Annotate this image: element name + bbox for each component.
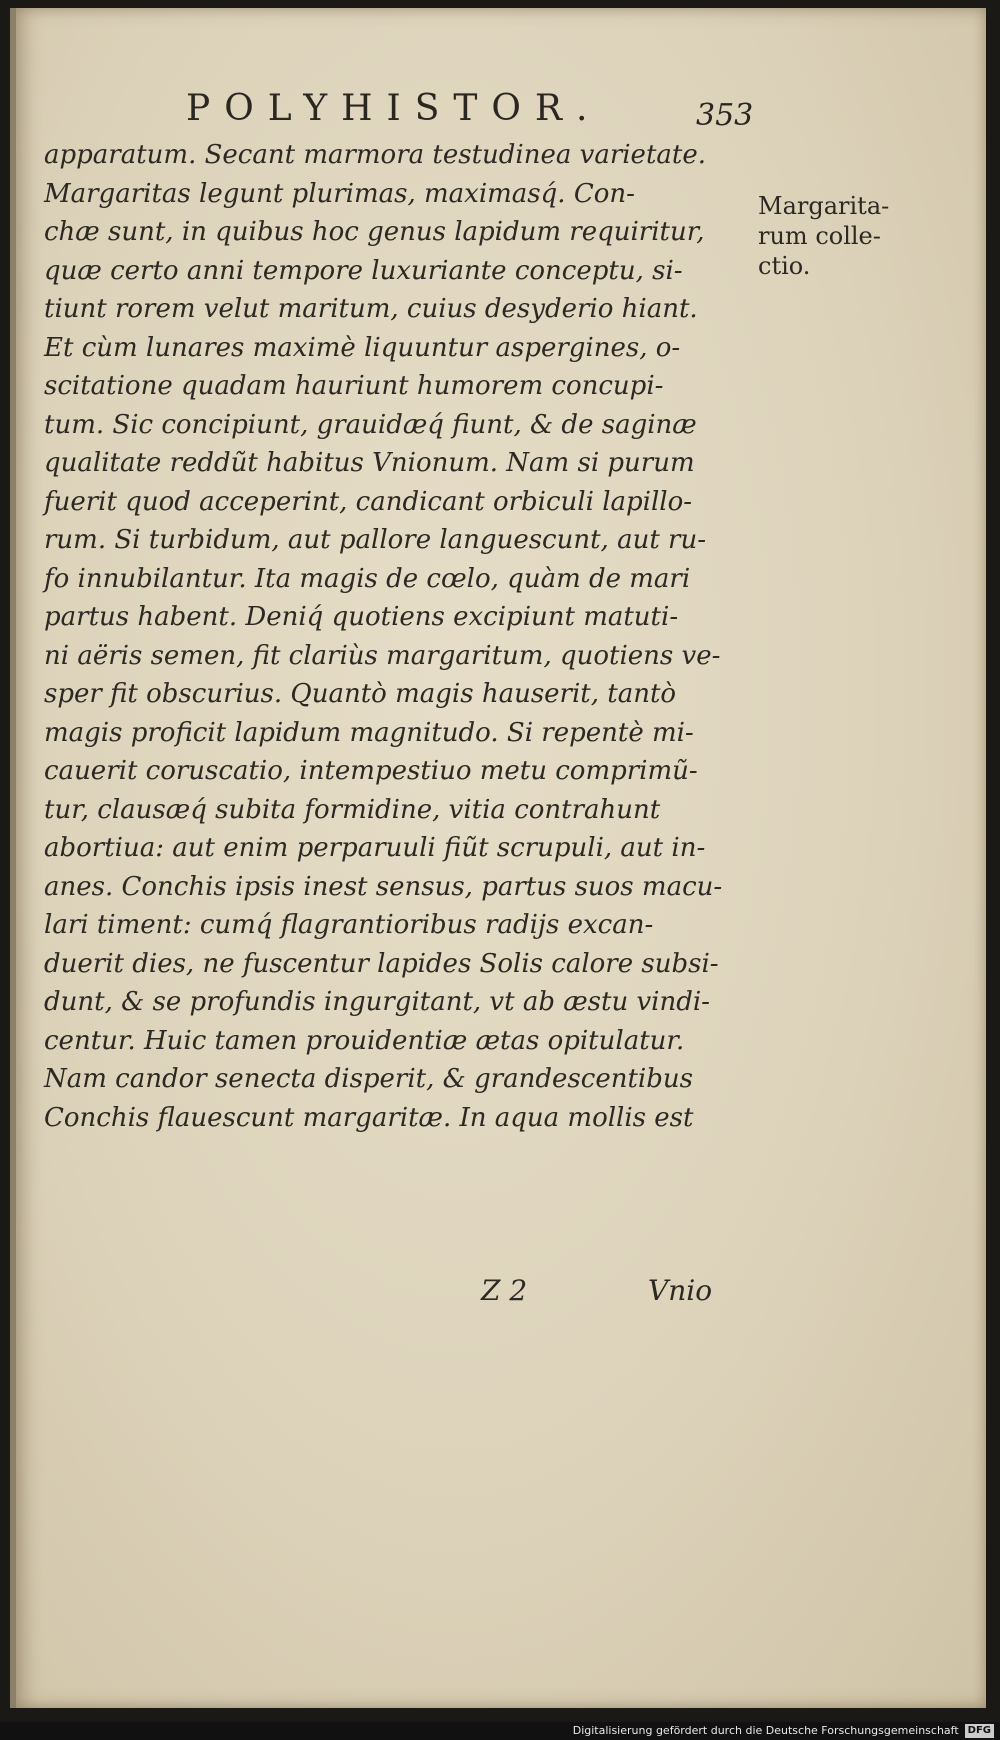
text-line: fuerit quod acceperint, candicant orbiculi lapillo-: [44, 486, 693, 517]
text-line: Margaritas legunt plurimas, maximasq́. Con-: [44, 178, 635, 209]
text-line: ni aëris semen, fit clariùs margaritum, quotiens ve-: [44, 640, 721, 671]
text-line: dunt, & se profundis ingurgitant, vt ab æstu vindi-: [44, 987, 710, 1017]
text-line: sper fit obscurius. Quantò magis hauserit, tantò: [44, 679, 677, 709]
text-line: rum. Si turbidum, aut pallore languescunt, aut ru-: [44, 525, 706, 555]
text-line: fo innubilantur. Ita magis de cœlo, quàm de mari: [44, 563, 691, 594]
text-line: cauerit coruscatio, intempestiuo metu comprimũ-: [44, 756, 698, 786]
text-line: Et cùm lunares maximè liquuntur aspergines, o-: [44, 332, 681, 363]
text-line: centur. Huic tamen prouidentiæ ætas opitulatur.: [44, 1025, 685, 1056]
footer-credit: Digitalisierung gefördert durch die Deutsche Forschungsgemeinschaft: [572, 1724, 959, 1737]
margin-note: [758, 191, 908, 281]
text-line: lari timent: cumq́ flagrantioribus radijs excan-: [44, 910, 654, 940]
margin-note-line: ctio.: [758, 252, 811, 280]
dfg-logo-icon: DFG: [965, 1724, 994, 1738]
running-title: POLYHISTOR.: [186, 88, 602, 129]
text-line: apparatum. Secant marmora testudinea varietate.: [44, 140, 706, 170]
digitization-footer: [0, 1722, 1000, 1740]
text-line: Conchis flauescunt margaritæ. In aqua mollis est: [44, 1102, 694, 1133]
catchword: Vnio: [648, 1274, 713, 1307]
text-line: chæ sunt, in quibus hoc genus lapidum requiritur,: [44, 217, 705, 247]
text-line: magis proficit lapidum magnitudo. Si repentè mi-: [44, 717, 694, 748]
text-line: tur, clausæq́ subita formidine, vitia contrahunt: [44, 794, 661, 825]
body-text: [44, 136, 734, 1137]
book-page: [10, 8, 986, 1708]
text-line: tiunt rorem velut maritum, cuius desyderio hiant.: [44, 294, 698, 324]
signature-mark: Z 2: [481, 1274, 528, 1307]
text-line: partus habent. Deniq́ quotiens excipiunt matuti-: [44, 602, 679, 632]
text-line: duerit dies, ne fuscentur lapides Solis calore subsi-: [44, 948, 719, 979]
text-line: quæ certo anni tempore luxuriante conceptu, si-: [44, 255, 683, 286]
text-line: tum. Sic concipiunt, grauidæq́ fiunt, & de saginæ: [44, 409, 697, 440]
text-line: Nam candor senecta disperit, & grandescentibus: [44, 1064, 693, 1094]
text-line: abortiua: aut enim perparuuli fiũt scrupuli, aut in-: [44, 833, 706, 863]
margin-note-line: Margarita-: [758, 192, 890, 220]
page-number: 353: [696, 98, 754, 133]
text-line: qualitate reddũt habitus Vnionum. Nam si purum: [44, 448, 695, 478]
text-line: anes. Conchis ipsis inest sensus, partus suos macu-: [44, 871, 723, 902]
text-line: scitatione quadam hauriunt humorem concupi-: [44, 371, 664, 401]
margin-note-line: rum colle-: [758, 222, 881, 250]
